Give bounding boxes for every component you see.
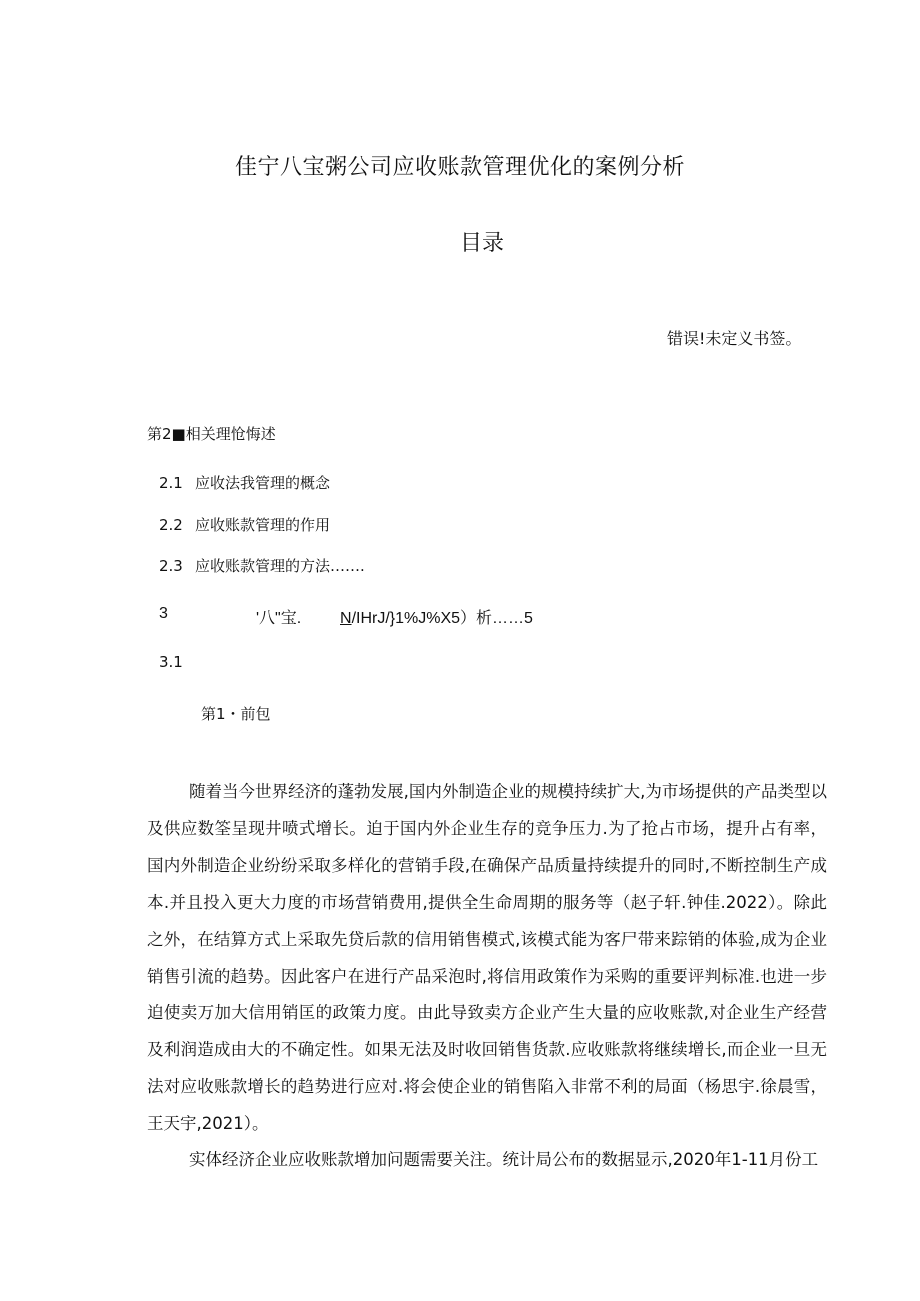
toc-entry-2-2 <box>159 514 330 535</box>
toc-entry-3 <box>159 605 533 627</box>
toc-garbled-underlined: N <box>340 610 352 627</box>
toc-chapter-2 <box>147 423 276 444</box>
body-paragraph: 实体经济企业应收账款增加问题需要关注。统计局公布的数据显示,2020年1-11月份工 <box>189 1150 819 1169</box>
toc-entry-text: 应收账款管理的作用 <box>195 516 331 534</box>
body-paragraph: 随着当今世界经济的蓬勃发展,国内外制造企业的规模持续扩大,为市场提供的产品类型以及供应数筌呈现井喷式增长。迫于国内外企业生存的竞争压力.为了抢占市场，提升占有率，国内外制造企业纷纷采取多样化的营销手段,在确保产品质量持续提升的同时,不断控制生产成本.并且投入更大力度的市场营销费用,提供全生命周期的服务等（赵子轩.钟佳.2022）。除此之外，在结算方式上采取先贷后款的信用销售模式,该模式能为客尸带来踪销的体验,成为企业销售引流的趋势。因此客户在进行产品采泡时,将信用政策作为采购的重要评判标准.也进一步迫使卖万加大信用销匡的政策力度。由此导致卖方企业产生大量的应收账款,对企业生产经营及利润造成由大的不确定性。如果无法及时收回销售货款.应收账款将继续增长,而企业一旦无法对应收账款增长的趋势进行应对.将会使企业的销售陷入非常不利的局面（杨思宇.徐晨雪，王天宇,2021）。 <box>147 782 827 1134</box>
toc-garbled-rest: /IHrJ/}1%J%X5）析……5 <box>351 610 533 627</box>
toc-entry-number: 3 <box>159 605 168 622</box>
toc-entry-2-1 <box>159 472 330 493</box>
bookmark-error-text: 错误!未定义书签。 <box>667 329 802 348</box>
toc-entry-text: 应收法我管理的概念 <box>195 474 331 492</box>
document-title: 佳宁八宝粥公司应收账款管理优化的案例分析 <box>234 155 685 180</box>
toc-entry-text: 应收账款管理的方法……. <box>195 557 365 575</box>
toc-entry-2-3 <box>159 555 365 576</box>
toc-entry-number: 2.1 <box>159 474 183 492</box>
toc-garbled-text-b <box>340 605 533 628</box>
toc-entry-3-1 <box>159 653 183 671</box>
toc-heading: 目录 <box>459 231 504 256</box>
toc-entry-number: 3.1 <box>159 653 183 671</box>
toc-entry-text: 第2■相关理怆悔述 <box>147 425 276 443</box>
toc-garbled-text-a: '八"宝. <box>256 610 302 627</box>
chapter-1-heading: 第1・前包 <box>201 705 271 723</box>
toc-entry-number: 2.2 <box>159 516 183 534</box>
toc-entry-number: 2.3 <box>159 557 183 575</box>
